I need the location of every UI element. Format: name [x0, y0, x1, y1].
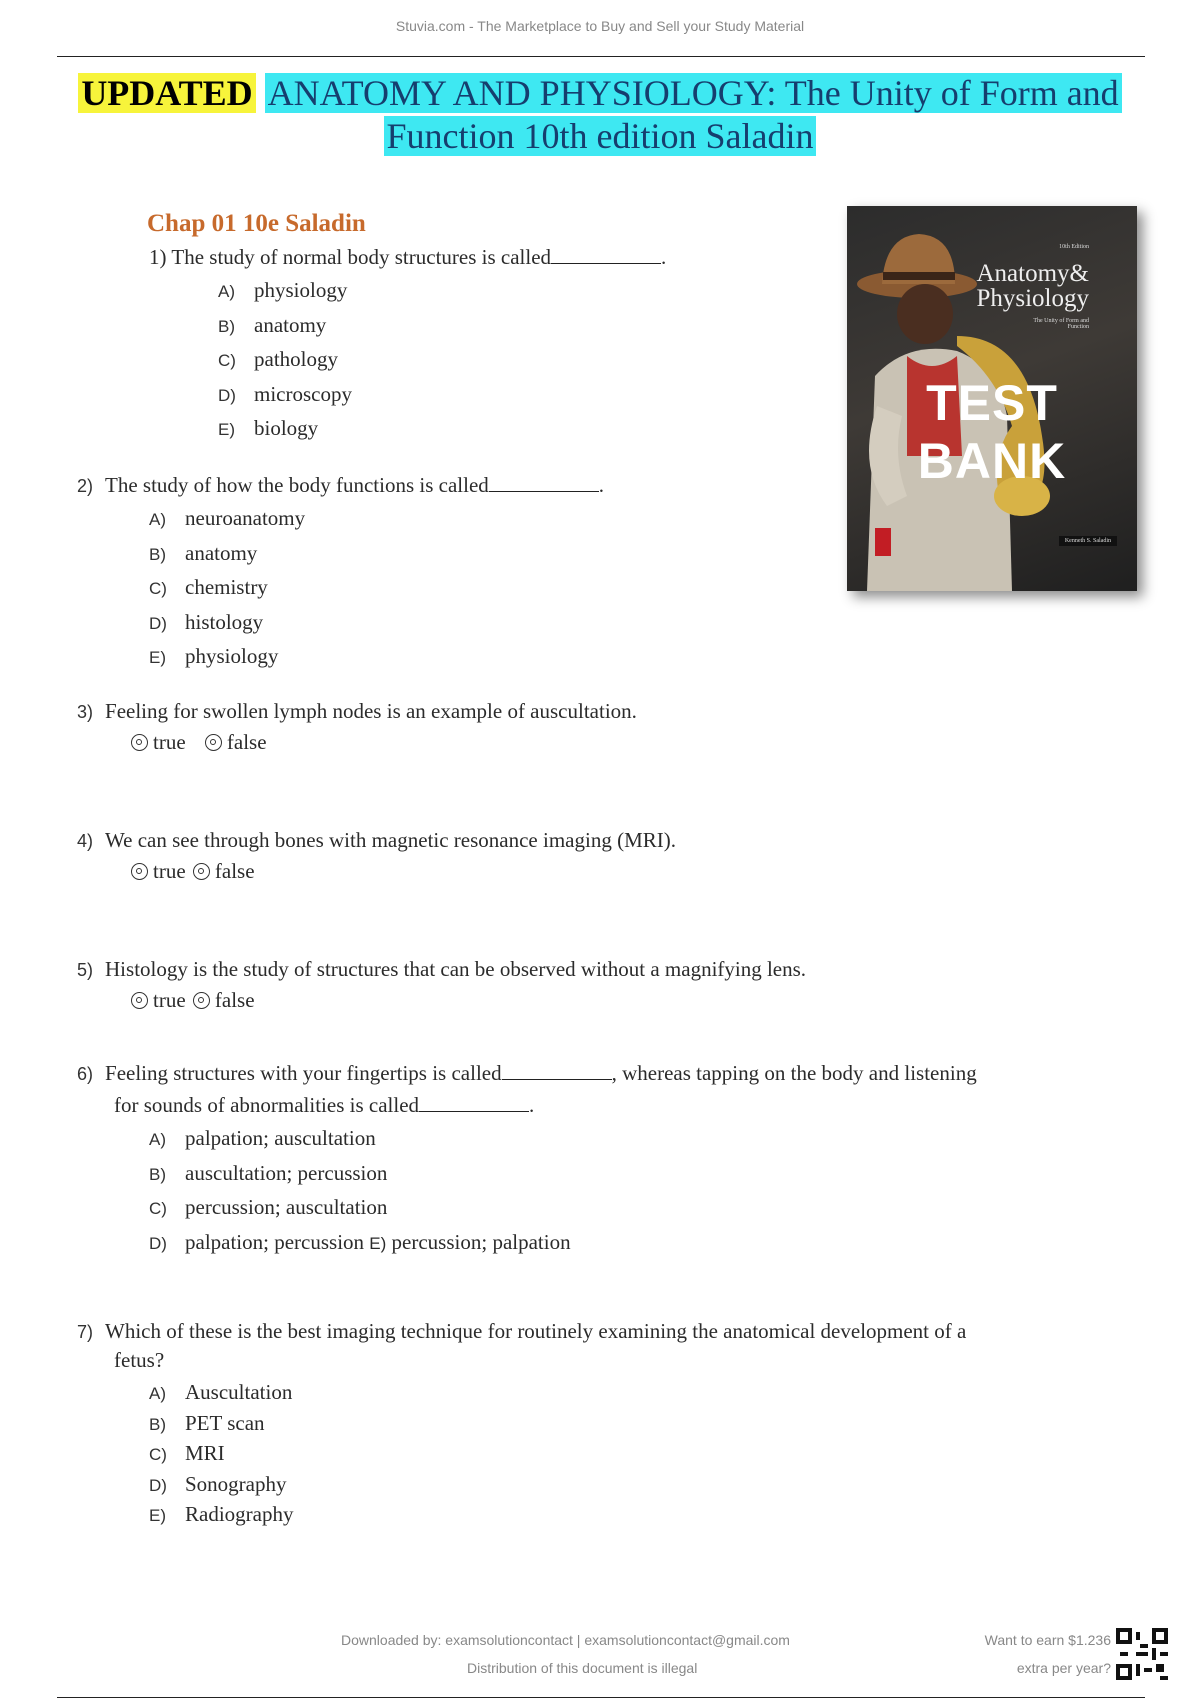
option[interactable] [218, 378, 352, 413]
answer-blank [419, 1093, 529, 1112]
title-line-2: Function 10th edition Saladin [384, 116, 817, 156]
cover-author: Kenneth S. Saladin [1059, 536, 1117, 546]
option[interactable] [149, 1470, 293, 1501]
question-number: 6) [77, 1064, 94, 1084]
radio-icon [205, 734, 222, 751]
option-text: chemistry [185, 575, 268, 599]
answer-blank [489, 473, 599, 492]
question-text: Feeling for swollen lymph nodes is an example of auscultation. [105, 699, 637, 723]
choice-label: true [153, 988, 186, 1012]
answer-blank [551, 245, 661, 264]
option-text: percussion; auscultation [185, 1195, 388, 1219]
option[interactable] [149, 1409, 293, 1440]
option-letter: C) [149, 579, 167, 598]
option[interactable] [149, 1122, 571, 1157]
choice-label: false [214, 859, 255, 883]
option[interactable] [149, 1157, 571, 1192]
option-letter: A) [149, 1130, 166, 1149]
cover-subtitle: The Unity of Form and Function [1033, 318, 1089, 330]
option-letter: E) [218, 420, 235, 439]
choice-label: true [153, 730, 186, 754]
question-4-choices [131, 859, 255, 884]
option-text: Sonography [185, 1471, 287, 1496]
question-2 [77, 471, 604, 500]
footer-earn-promo-line-2[interactable]: extra per year? [1016, 1660, 1111, 1676]
question-7 [77, 1317, 966, 1346]
question-1 [149, 243, 666, 271]
option[interactable] [149, 1500, 293, 1531]
question-7-line-2 [114, 1346, 164, 1374]
question-2-options [149, 502, 305, 675]
option-letter: A) [149, 1384, 166, 1403]
option-text: anatomy [254, 312, 327, 337]
book-cover-image [847, 206, 1137, 591]
footer-divider [57, 1697, 1145, 1698]
choice-label: false [214, 988, 255, 1012]
option-text: pathology [254, 347, 338, 371]
question-3-choices [131, 730, 267, 755]
question-6-line-2 [114, 1091, 534, 1119]
question-number: 4) [77, 831, 94, 851]
question-number: 7) [77, 1322, 94, 1342]
question-text: The study of how the body functions is called [105, 473, 489, 497]
option-text: neuroanatomy [185, 506, 306, 530]
option-text: Auscultation [185, 1380, 293, 1404]
question-6-options [149, 1122, 571, 1260]
question-text: Histology is the study of structures that can be observed without a magnifying lens. [105, 957, 807, 981]
option[interactable] [149, 1378, 293, 1409]
answer-blank [502, 1061, 612, 1080]
option-text: physiology [254, 278, 348, 302]
radio-icon [193, 992, 210, 1009]
cover-edition: 10th Edition [1059, 244, 1089, 250]
option[interactable] [149, 571, 305, 606]
title-line-1: ANATOMY AND PHYSIOLOGY: The Unity of Form and [265, 73, 1122, 113]
option-letter: D) [149, 1233, 167, 1253]
option-text: auscultation; percussion [185, 1160, 388, 1185]
updated-badge: UPDATED [78, 73, 255, 113]
question-number: 5) [77, 960, 94, 980]
option-letter: A) [218, 282, 235, 301]
footer-earn-promo[interactable]: Want to earn $1.236 [984, 1632, 1111, 1648]
footer-distribution-notice: Distribution of this document is illegal [467, 1660, 698, 1676]
option[interactable] [149, 1226, 571, 1261]
option[interactable] [149, 502, 305, 537]
option[interactable] [149, 606, 305, 641]
question-4 [77, 826, 676, 855]
question-text: Feeling structures with your fingertips is called [105, 1061, 502, 1085]
option-text: palpation; auscultation [185, 1126, 376, 1150]
header-divider [57, 56, 1145, 57]
question-5 [77, 955, 806, 984]
question-suffix: . [598, 473, 605, 497]
true-choice[interactable] [131, 859, 186, 883]
cover-title-line-1: Anatomy& [976, 260, 1089, 287]
option-letter: E) [149, 1506, 166, 1525]
radio-icon [131, 992, 148, 1009]
true-choice[interactable] [131, 988, 186, 1012]
false-choice[interactable] [205, 730, 267, 754]
option-letter: B) [218, 316, 235, 336]
chapter-heading: Chap 01 10e Saladin [147, 210, 366, 237]
option[interactable] [149, 640, 305, 675]
radio-icon [131, 863, 148, 880]
option[interactable] [149, 1191, 571, 1226]
question-text: The study of normal body structures is called [171, 245, 552, 269]
option[interactable] [218, 274, 352, 309]
false-choice[interactable] [193, 988, 255, 1012]
qr-code-icon[interactable] [1116, 1628, 1168, 1680]
option-letter: C) [218, 351, 236, 370]
false-choice[interactable] [193, 859, 255, 883]
option-letter: B) [149, 544, 166, 564]
question-text: Which of these is the best imaging technique for routinely examining the anatomical development of a [105, 1319, 967, 1343]
option-text: biology [254, 416, 319, 440]
question-number: 2) [77, 476, 94, 496]
radio-icon [193, 863, 210, 880]
option[interactable] [218, 412, 352, 447]
true-choice[interactable] [131, 730, 186, 754]
option-letter: E) [149, 648, 166, 667]
option-letter: B) [149, 1414, 166, 1434]
question-text: We can see through bones with magnetic resonance imaging (MRI). [105, 828, 676, 852]
site-header: Stuvia.com - The Marketplace to Buy and Sell your Study Material [395, 18, 805, 34]
option-text: Radiography [185, 1502, 294, 1526]
option-text: anatomy [185, 540, 258, 565]
option[interactable] [218, 343, 352, 378]
question-text-continued: , whereas tapping on the body and listening [611, 1061, 977, 1085]
question-number: 1) [149, 245, 167, 269]
radio-icon [131, 734, 148, 751]
publisher-logo [875, 528, 891, 556]
option-text: palpation; percussion [185, 1229, 365, 1254]
option-text: percussion; palpation [391, 1229, 571, 1254]
document-title [0, 72, 1200, 158]
question-suffix: . [661, 245, 667, 269]
option-letter: C) [149, 1445, 167, 1464]
footer-downloaded-by: Downloaded by: examsolutioncontact | examsolutioncontact@gmail.com [341, 1632, 790, 1648]
test-bank-banner: TEST BANK [917, 375, 1067, 489]
option-text: physiology [185, 644, 279, 668]
option-letter: D) [149, 613, 167, 633]
option[interactable] [149, 537, 305, 572]
option-letter: E) [369, 1233, 387, 1253]
question-number: 3) [77, 702, 94, 722]
option-letter: A) [149, 510, 166, 529]
cover-title [976, 261, 1089, 311]
question-text-continued: fetus? [114, 1348, 165, 1372]
option-letter: D) [149, 1475, 167, 1495]
question-6 [77, 1059, 977, 1088]
choice-label: false [226, 730, 267, 754]
question-3 [77, 697, 637, 726]
choice-label: true [153, 859, 186, 883]
question-1-options [218, 274, 352, 447]
option-text: MRI [185, 1441, 225, 1465]
question-text-continued: for sounds of abnormalities is called [114, 1093, 420, 1117]
option-text: microscopy [254, 381, 352, 406]
option[interactable] [149, 1439, 293, 1470]
cover-title-line-2: Physiology [976, 285, 1089, 312]
question-suffix: . [529, 1093, 535, 1117]
option-letter: B) [149, 1164, 166, 1184]
option-text: PET scan [185, 1410, 265, 1435]
option[interactable] [218, 309, 352, 344]
option-letter: C) [149, 1199, 167, 1218]
question-7-options [149, 1378, 293, 1531]
option-text: histology [185, 609, 264, 634]
option-letter: D) [218, 385, 236, 405]
question-5-choices [131, 988, 255, 1013]
